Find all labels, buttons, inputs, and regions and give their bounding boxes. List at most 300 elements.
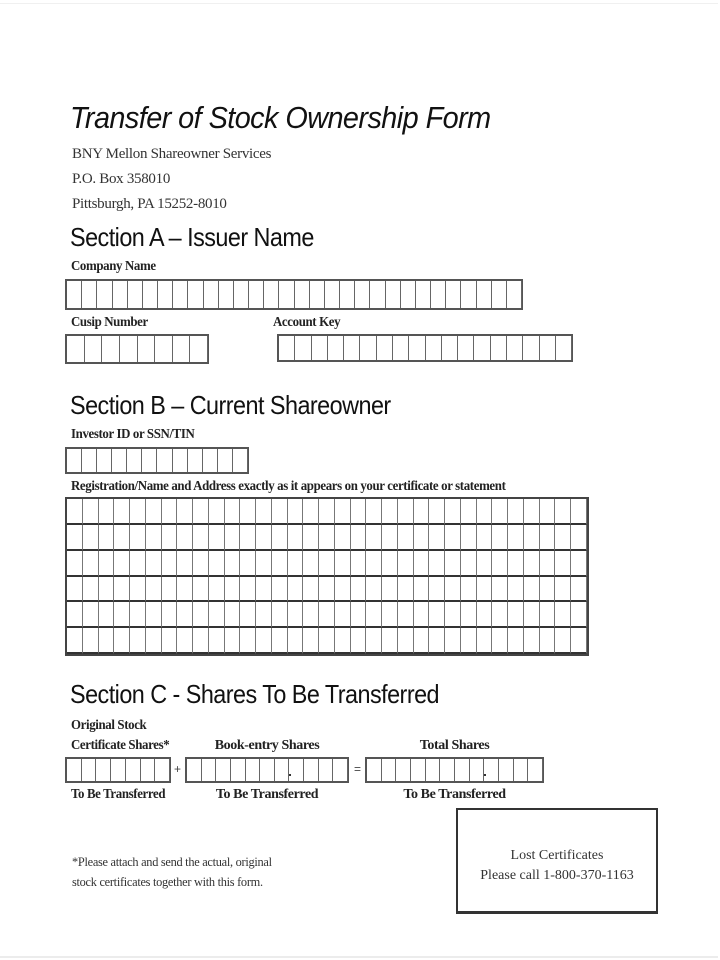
char-box[interactable] <box>508 602 524 628</box>
char-box[interactable] <box>477 577 493 603</box>
char-box[interactable] <box>398 628 414 654</box>
char-box[interactable] <box>113 281 128 308</box>
char-box[interactable] <box>96 759 111 781</box>
char-box[interactable] <box>414 602 430 628</box>
char-box[interactable] <box>440 759 455 781</box>
char-box[interactable] <box>366 577 382 603</box>
char-box[interactable] <box>398 525 414 551</box>
char-box[interactable] <box>393 336 409 360</box>
char-box[interactable] <box>319 551 335 577</box>
char-box[interactable] <box>540 499 556 525</box>
char-box[interactable] <box>240 499 256 525</box>
char-box[interactable] <box>477 551 493 577</box>
char-box[interactable] <box>249 281 264 308</box>
char-box[interactable] <box>508 577 524 603</box>
char-box[interactable] <box>477 628 493 654</box>
char-box[interactable] <box>82 759 97 781</box>
char-box[interactable] <box>540 602 556 628</box>
char-box[interactable] <box>492 628 508 654</box>
char-box[interactable] <box>67 602 83 628</box>
char-box[interactable] <box>288 525 304 551</box>
char-box[interactable] <box>225 602 241 628</box>
account-key-field[interactable] <box>277 334 573 362</box>
char-box[interactable] <box>162 577 178 603</box>
char-box[interactable] <box>67 449 82 472</box>
char-box[interactable] <box>162 551 178 577</box>
char-box[interactable] <box>177 499 193 525</box>
char-box[interactable] <box>162 628 178 654</box>
char-box[interactable] <box>240 577 256 603</box>
char-box[interactable] <box>366 499 382 525</box>
char-box[interactable] <box>272 525 288 551</box>
char-box[interactable] <box>83 628 99 654</box>
char-box[interactable] <box>303 602 319 628</box>
char-box[interactable] <box>492 602 508 628</box>
char-box[interactable] <box>202 759 217 781</box>
char-box[interactable] <box>477 281 492 308</box>
char-box[interactable] <box>382 551 398 577</box>
char-box[interactable] <box>540 525 556 551</box>
char-box[interactable] <box>142 449 157 472</box>
char-box[interactable] <box>177 551 193 577</box>
char-box[interactable] <box>461 525 477 551</box>
char-box[interactable] <box>256 499 272 525</box>
char-box[interactable] <box>177 525 193 551</box>
char-box[interactable] <box>458 336 474 360</box>
char-box[interactable] <box>319 628 335 654</box>
char-box[interactable] <box>484 759 499 781</box>
char-box[interactable] <box>218 449 233 472</box>
char-box[interactable] <box>209 577 225 603</box>
char-box[interactable] <box>351 525 367 551</box>
char-box[interactable] <box>83 499 99 525</box>
char-box[interactable] <box>130 628 146 654</box>
char-box[interactable] <box>351 551 367 577</box>
char-box[interactable] <box>288 551 304 577</box>
char-box[interactable] <box>146 525 162 551</box>
char-box[interactable] <box>162 602 178 628</box>
char-box[interactable] <box>216 759 231 781</box>
char-box[interactable] <box>99 551 115 577</box>
char-box[interactable] <box>523 336 539 360</box>
char-box[interactable] <box>256 525 272 551</box>
char-box[interactable] <box>219 281 234 308</box>
char-box[interactable] <box>99 602 115 628</box>
char-box[interactable] <box>279 281 294 308</box>
char-box[interactable] <box>193 577 209 603</box>
char-box[interactable] <box>275 759 290 781</box>
char-box[interactable] <box>209 499 225 525</box>
char-box[interactable] <box>508 628 524 654</box>
char-box[interactable] <box>146 551 162 577</box>
char-box[interactable] <box>83 525 99 551</box>
char-box[interactable] <box>366 551 382 577</box>
char-box[interactable] <box>414 499 430 525</box>
char-box[interactable] <box>209 525 225 551</box>
char-box[interactable] <box>508 499 524 525</box>
char-box[interactable] <box>303 551 319 577</box>
char-box[interactable] <box>204 281 219 308</box>
char-box[interactable] <box>556 336 572 360</box>
char-box[interactable] <box>67 759 82 781</box>
char-box[interactable] <box>99 499 115 525</box>
char-box[interactable] <box>177 577 193 603</box>
char-box[interactable] <box>335 551 351 577</box>
char-box[interactable] <box>288 499 304 525</box>
char-box[interactable] <box>445 577 461 603</box>
char-box[interactable] <box>366 602 382 628</box>
char-box[interactable] <box>492 525 508 551</box>
char-box[interactable] <box>319 499 335 525</box>
char-box[interactable] <box>303 577 319 603</box>
char-box[interactable] <box>524 602 540 628</box>
char-box[interactable] <box>260 759 275 781</box>
char-box[interactable] <box>102 336 120 362</box>
char-box[interactable] <box>571 551 587 577</box>
char-box[interactable] <box>377 336 393 360</box>
char-box[interactable] <box>499 759 514 781</box>
char-box[interactable] <box>319 602 335 628</box>
char-box[interactable] <box>461 551 477 577</box>
char-box[interactable] <box>67 499 83 525</box>
char-box[interactable] <box>114 525 130 551</box>
char-box[interactable] <box>555 628 571 654</box>
char-box[interactable] <box>571 602 587 628</box>
book-entry-shares-field[interactable] <box>185 757 349 783</box>
char-box[interactable] <box>188 281 203 308</box>
char-box[interactable] <box>289 759 304 781</box>
char-box[interactable] <box>99 628 115 654</box>
char-box[interactable] <box>83 577 99 603</box>
char-box[interactable] <box>67 525 83 551</box>
char-box[interactable] <box>445 499 461 525</box>
char-box[interactable] <box>426 759 441 781</box>
char-box[interactable] <box>351 628 367 654</box>
char-box[interactable] <box>99 577 115 603</box>
char-box[interactable] <box>524 628 540 654</box>
char-box[interactable] <box>382 602 398 628</box>
char-box[interactable] <box>111 759 126 781</box>
char-box[interactable] <box>414 628 430 654</box>
char-box[interactable] <box>328 336 344 360</box>
char-box[interactable] <box>83 602 99 628</box>
char-box[interactable] <box>162 525 178 551</box>
char-box[interactable] <box>445 551 461 577</box>
char-box[interactable] <box>492 551 508 577</box>
char-box[interactable] <box>130 551 146 577</box>
char-box[interactable] <box>225 499 241 525</box>
char-box[interactable] <box>310 281 325 308</box>
char-box[interactable] <box>246 759 261 781</box>
char-box[interactable] <box>398 577 414 603</box>
char-box[interactable] <box>492 281 507 308</box>
char-box[interactable] <box>325 281 340 308</box>
char-box[interactable] <box>360 336 376 360</box>
char-box[interactable] <box>477 499 493 525</box>
char-box[interactable] <box>514 759 529 781</box>
char-box[interactable] <box>382 759 397 781</box>
char-box[interactable] <box>474 336 490 360</box>
char-box[interactable] <box>429 628 445 654</box>
total-shares-field[interactable] <box>365 757 544 783</box>
char-box[interactable] <box>173 336 191 362</box>
certificate-shares-field[interactable] <box>65 757 171 783</box>
char-box[interactable] <box>414 525 430 551</box>
char-box[interactable] <box>279 336 295 360</box>
char-box[interactable] <box>528 759 543 781</box>
char-box[interactable] <box>555 499 571 525</box>
char-box[interactable] <box>138 336 156 362</box>
char-box[interactable] <box>82 281 97 308</box>
char-box[interactable] <box>126 759 141 781</box>
char-box[interactable] <box>225 551 241 577</box>
char-box[interactable] <box>429 577 445 603</box>
char-box[interactable] <box>130 577 146 603</box>
char-box[interactable] <box>446 281 461 308</box>
registration-address-grid[interactable] <box>65 497 589 656</box>
char-box[interactable] <box>225 577 241 603</box>
char-box[interactable] <box>461 577 477 603</box>
char-box[interactable] <box>382 525 398 551</box>
char-box[interactable] <box>416 281 431 308</box>
char-box[interactable] <box>445 628 461 654</box>
char-box[interactable] <box>409 336 425 360</box>
char-box[interactable] <box>461 281 476 308</box>
char-box[interactable] <box>233 449 248 472</box>
char-box[interactable] <box>155 759 170 781</box>
char-box[interactable] <box>272 499 288 525</box>
char-box[interactable] <box>555 577 571 603</box>
char-box[interactable] <box>120 336 138 362</box>
char-box[interactable] <box>414 551 430 577</box>
char-box[interactable] <box>426 336 442 360</box>
char-box[interactable] <box>209 602 225 628</box>
char-box[interactable] <box>114 551 130 577</box>
char-box[interactable] <box>67 628 83 654</box>
char-box[interactable] <box>333 759 348 781</box>
char-box[interactable] <box>370 281 385 308</box>
char-box[interactable] <box>173 281 188 308</box>
char-box[interactable] <box>398 551 414 577</box>
char-box[interactable] <box>256 628 272 654</box>
char-box[interactable] <box>382 499 398 525</box>
char-box[interactable] <box>382 577 398 603</box>
char-box[interactable] <box>477 602 493 628</box>
char-box[interactable] <box>272 577 288 603</box>
char-box[interactable] <box>398 499 414 525</box>
char-box[interactable] <box>429 499 445 525</box>
char-box[interactable] <box>414 577 430 603</box>
char-box[interactable] <box>256 602 272 628</box>
char-box[interactable] <box>396 759 411 781</box>
char-box[interactable] <box>114 577 130 603</box>
char-box[interactable] <box>130 602 146 628</box>
char-box[interactable] <box>67 336 85 362</box>
char-box[interactable] <box>571 628 587 654</box>
char-box[interactable] <box>225 628 241 654</box>
char-box[interactable] <box>524 499 540 525</box>
char-box[interactable] <box>401 281 416 308</box>
char-box[interactable] <box>82 449 97 472</box>
char-box[interactable] <box>335 577 351 603</box>
char-box[interactable] <box>128 281 143 308</box>
char-box[interactable] <box>540 577 556 603</box>
char-box[interactable] <box>112 449 127 472</box>
char-box[interactable] <box>398 602 414 628</box>
char-box[interactable] <box>67 551 83 577</box>
char-box[interactable] <box>288 628 304 654</box>
char-box[interactable] <box>319 759 334 781</box>
company-name-field[interactable] <box>65 279 523 310</box>
char-box[interactable] <box>193 499 209 525</box>
char-box[interactable] <box>555 551 571 577</box>
char-box[interactable] <box>344 336 360 360</box>
char-box[interactable] <box>203 449 218 472</box>
char-box[interactable] <box>571 499 587 525</box>
char-box[interactable] <box>155 336 173 362</box>
char-box[interactable] <box>524 525 540 551</box>
char-box[interactable] <box>97 281 112 308</box>
char-box[interactable] <box>240 525 256 551</box>
char-box[interactable] <box>445 602 461 628</box>
char-box[interactable] <box>429 525 445 551</box>
char-box[interactable] <box>507 336 523 360</box>
char-box[interactable] <box>461 602 477 628</box>
char-box[interactable] <box>127 449 142 472</box>
char-box[interactable] <box>187 759 202 781</box>
char-box[interactable] <box>340 281 355 308</box>
char-box[interactable] <box>272 602 288 628</box>
char-box[interactable] <box>146 577 162 603</box>
char-box[interactable] <box>256 577 272 603</box>
char-box[interactable] <box>234 281 249 308</box>
char-box[interactable] <box>491 336 507 360</box>
char-box[interactable] <box>571 577 587 603</box>
char-box[interactable] <box>366 628 382 654</box>
char-box[interactable] <box>442 336 458 360</box>
char-box[interactable] <box>99 525 115 551</box>
char-box[interactable] <box>225 525 241 551</box>
char-box[interactable] <box>114 628 130 654</box>
char-box[interactable] <box>477 525 493 551</box>
char-box[interactable] <box>256 551 272 577</box>
char-box[interactable] <box>555 602 571 628</box>
char-box[interactable] <box>146 602 162 628</box>
char-box[interactable] <box>162 499 178 525</box>
char-box[interactable] <box>272 551 288 577</box>
char-box[interactable] <box>141 759 156 781</box>
char-box[interactable] <box>157 449 172 472</box>
char-box[interactable] <box>240 628 256 654</box>
char-box[interactable] <box>97 449 112 472</box>
char-box[interactable] <box>351 577 367 603</box>
char-box[interactable] <box>67 577 83 603</box>
char-box[interactable] <box>540 628 556 654</box>
char-box[interactable] <box>335 628 351 654</box>
char-box[interactable] <box>85 336 103 362</box>
char-box[interactable] <box>382 628 398 654</box>
char-box[interactable] <box>429 551 445 577</box>
char-box[interactable] <box>431 281 446 308</box>
char-box[interactable] <box>177 628 193 654</box>
char-box[interactable] <box>193 525 209 551</box>
char-box[interactable] <box>240 551 256 577</box>
char-box[interactable] <box>303 628 319 654</box>
char-box[interactable] <box>146 628 162 654</box>
char-box[interactable] <box>540 336 556 360</box>
char-box[interactable] <box>264 281 279 308</box>
investor-id-field[interactable] <box>65 447 249 474</box>
char-box[interactable] <box>193 628 209 654</box>
char-box[interactable] <box>304 759 319 781</box>
char-box[interactable] <box>193 551 209 577</box>
char-box[interactable] <box>83 551 99 577</box>
char-box[interactable] <box>351 602 367 628</box>
char-box[interactable] <box>386 281 401 308</box>
char-box[interactable] <box>209 551 225 577</box>
char-box[interactable] <box>209 628 225 654</box>
char-box[interactable] <box>190 336 208 362</box>
char-box[interactable] <box>130 525 146 551</box>
char-box[interactable] <box>508 525 524 551</box>
char-box[interactable] <box>367 759 382 781</box>
char-box[interactable] <box>114 499 130 525</box>
char-box[interactable] <box>303 499 319 525</box>
char-box[interactable] <box>461 628 477 654</box>
char-box[interactable] <box>319 577 335 603</box>
char-box[interactable] <box>158 281 173 308</box>
char-box[interactable] <box>335 499 351 525</box>
char-box[interactable] <box>193 602 209 628</box>
char-box[interactable] <box>455 759 470 781</box>
char-box[interactable] <box>366 525 382 551</box>
char-box[interactable] <box>288 602 304 628</box>
char-box[interactable] <box>461 499 477 525</box>
char-box[interactable] <box>67 281 82 308</box>
char-box[interactable] <box>524 577 540 603</box>
char-box[interactable] <box>288 577 304 603</box>
char-box[interactable] <box>272 628 288 654</box>
char-box[interactable] <box>312 336 328 360</box>
char-box[interactable] <box>295 281 310 308</box>
char-box[interactable] <box>177 602 193 628</box>
char-box[interactable] <box>303 525 319 551</box>
char-box[interactable] <box>130 499 146 525</box>
char-box[interactable] <box>445 525 461 551</box>
char-box[interactable] <box>540 551 556 577</box>
char-box[interactable] <box>355 281 370 308</box>
char-box[interactable] <box>240 602 256 628</box>
char-box[interactable] <box>231 759 246 781</box>
char-box[interactable] <box>335 602 351 628</box>
char-box[interactable] <box>571 525 587 551</box>
char-box[interactable] <box>351 499 367 525</box>
char-box[interactable] <box>507 281 522 308</box>
char-box[interactable] <box>508 551 524 577</box>
char-box[interactable] <box>143 281 158 308</box>
char-box[interactable] <box>492 499 508 525</box>
char-box[interactable] <box>555 525 571 551</box>
cusip-number-field[interactable] <box>65 334 209 364</box>
char-box[interactable] <box>188 449 203 472</box>
char-box[interactable] <box>173 449 188 472</box>
char-box[interactable] <box>492 577 508 603</box>
char-box[interactable] <box>411 759 426 781</box>
char-box[interactable] <box>319 525 335 551</box>
char-box[interactable] <box>146 499 162 525</box>
char-box[interactable] <box>295 336 311 360</box>
char-box[interactable] <box>524 551 540 577</box>
